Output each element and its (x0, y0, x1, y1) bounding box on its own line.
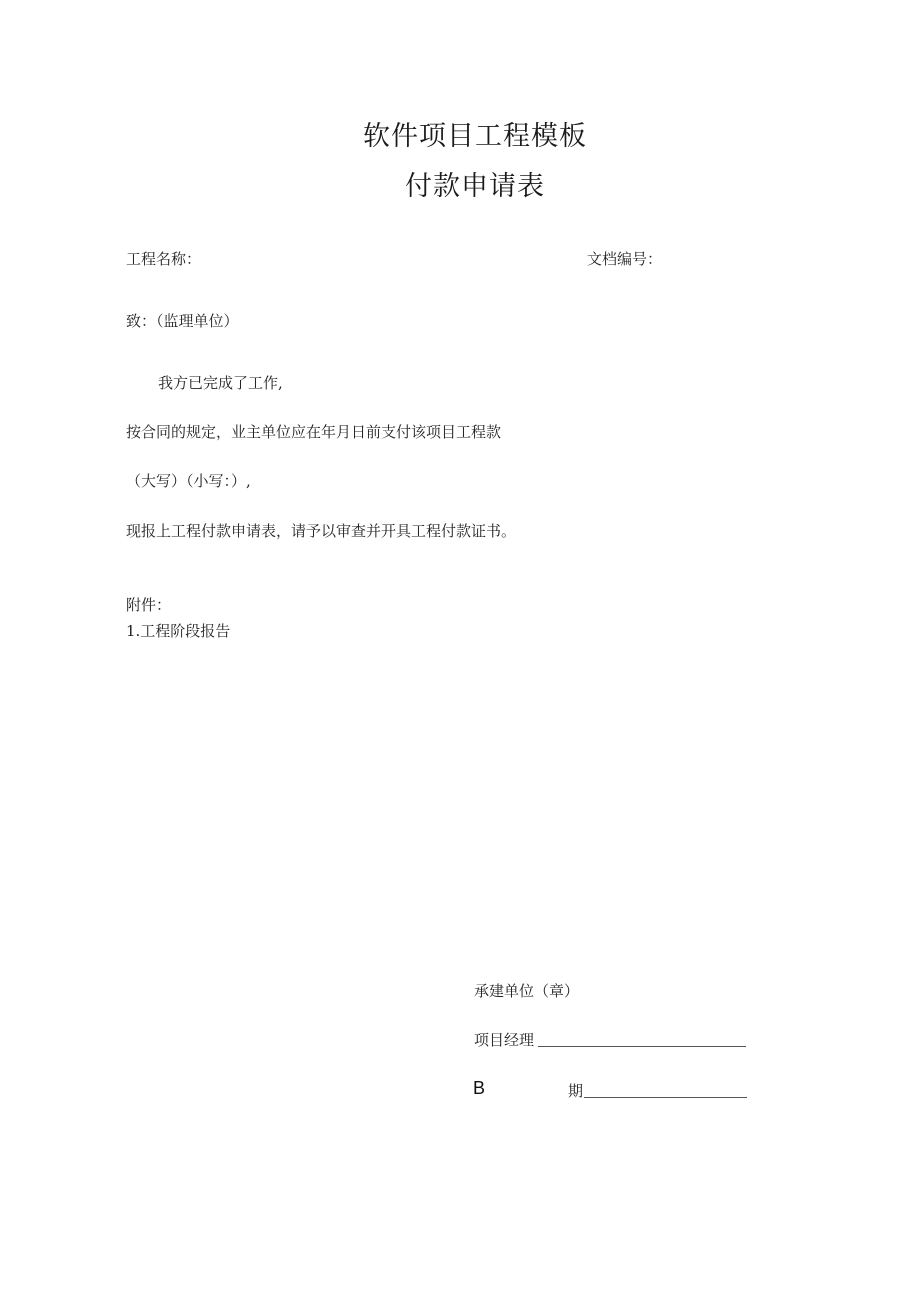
attachment-item: 1.工程阶段报告 (126, 622, 231, 640)
attachments-label: 附件： (126, 596, 172, 614)
body-paragraph-line: 我方已完成了工作, (158, 374, 283, 392)
amount-line: （大写）（小写：）, (126, 472, 251, 490)
doc-number-label: 文档编号： (587, 250, 663, 268)
project-name-label: 工程名称： (126, 250, 202, 268)
document-subtitle: 付款申请表 (405, 171, 545, 202)
date-row (568, 1080, 583, 1101)
date-signature-line (584, 1097, 747, 1098)
date-label: 期 (568, 1082, 584, 1100)
contractor-seal-label: 承建单位（章） (474, 982, 580, 1000)
project-manager-row (474, 1029, 534, 1050)
body-paragraph-line: 按合同的规定，业主单位应在年月日前支付该项目工程款 (126, 423, 502, 441)
body-paragraph-line: 现报上工程付款申请表，请予以审查并开具工程付款证书。 (126, 522, 517, 540)
date-prefix-letter: B (473, 1078, 486, 1098)
recipient-line: 致：（监理单位） (126, 312, 239, 330)
project-manager-label: 项目经理 (474, 1031, 535, 1049)
document-title: 软件项目工程模板 (363, 121, 587, 152)
project-manager-signature-line (538, 1046, 746, 1047)
